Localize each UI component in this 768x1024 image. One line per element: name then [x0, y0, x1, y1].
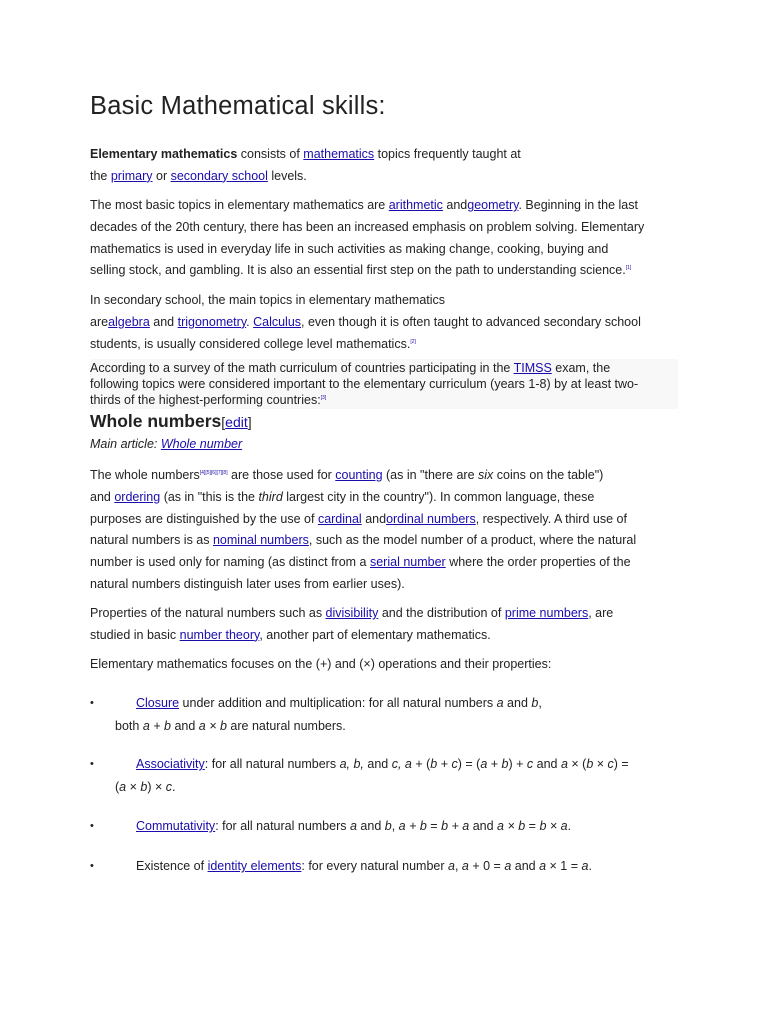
list-item-identity-elements: • Existence of identity elements: for every natural number a, a + 0 = a and a × 1 = a. — [90, 855, 680, 878]
link-geometry[interactable]: geometry — [467, 198, 519, 212]
main-article-note: Main article: Whole number — [90, 437, 243, 451]
link-counting[interactable]: counting — [335, 468, 383, 482]
link-prime-numbers[interactable]: prime numbers — [504, 606, 589, 620]
link-nominal-numbers[interactable]: nominal numbers — [212, 533, 309, 548]
list-item-commutativity: • Commutativity: for all natural numbers a and b, a + b = b + a and a × b = b × a. — [90, 815, 680, 838]
link-identity-elements[interactable]: identity elements — [207, 859, 302, 873]
bullet-dot: • — [90, 820, 94, 832]
link-number-theory[interactable]: number theory — [179, 627, 260, 642]
section-heading-whole-numbers: Whole numbers[edit] — [90, 411, 252, 431]
list-item-associativity: • Associativity: for all natural numbers a, b, and c, a + (b + c) = (a + b) + c and a × (b × c) = (a × b) × c. — [90, 753, 680, 798]
edit-link[interactable]: edit — [225, 414, 248, 430]
paragraph-whole-numbers: The whole numbers[4][5][6][7][8] are those used for counting (as in "there are six coins on the table") and ordering (as in "this is the third largest city in the country"). In common language, these purposes are distinguished by the use of cardinal andordinal numbers, respectively. A third use of natural numbers is as nominal numbers, such as the model number of a product, where the natural number is used only for naming (as distinct from a serial number where the order properties of the natural numbers distinguish later uses from earlier uses). — [90, 468, 637, 591]
list-item-closure: • Closure under addition and multiplication: for all natural numbers a and b, both a + b and a × b are natural numbers. — [90, 692, 680, 737]
link-arithmetic[interactable]: arithmetic — [388, 198, 443, 212]
link-trigonometry[interactable]: trigonometry — [177, 314, 247, 329]
paragraph-timss: According to a survey of the math curriculum of countries participating in the TIMSS exam, the following topics were considered important to the elementary curriculum (years 1-8) by at least two- thirds of the highest-performing countries:[3] — [90, 359, 678, 409]
link-ordinal-numbers[interactable]: ordinal numbers — [386, 511, 476, 526]
link-divisibility[interactable]: divisibility — [325, 606, 379, 620]
page-title: Basic Mathematical skills: — [90, 92, 386, 120]
link-associativity[interactable]: Associativity — [136, 757, 205, 771]
citation-refs[interactable]: [4][5][6][7][8] — [199, 470, 228, 476]
link-whole-number[interactable]: Whole number — [160, 437, 243, 451]
citation-ref[interactable]: [1] — [625, 265, 632, 272]
paragraph-properties: Properties of the natural numbers such as divisibility and the distribution of prime numbers, are studied in basic number theory, another part of elementary mathematics. — [90, 606, 614, 642]
bullet-dot: • — [90, 697, 94, 709]
paragraph-operations: Elementary mathematics focuses on the (+) and (×) operations and their properties: — [90, 657, 552, 671]
link-calculus[interactable]: Calculus — [253, 314, 302, 329]
link-mathematics[interactable]: mathematics — [303, 147, 375, 161]
link-primary[interactable]: primary — [110, 168, 153, 183]
citation-ref[interactable]: [2] — [410, 338, 416, 345]
link-closure[interactable]: Closure — [136, 696, 180, 710]
link-timss[interactable]: TIMSS — [513, 361, 552, 375]
citation-ref[interactable]: [3] — [320, 395, 327, 401]
link-cardinal[interactable]: cardinal — [317, 511, 362, 526]
link-serial-number[interactable]: serial number — [369, 555, 446, 570]
link-ordering[interactable]: ordering — [114, 489, 161, 504]
paragraph-secondary: In secondary school, the main topics in elementary mathematics arealgebra and trigonometry. Calculus, even though it is often taught to advanced secondary school students, is usually considered college level mathematics.[2] — [90, 293, 641, 351]
link-algebra[interactable]: algebra — [108, 314, 150, 329]
bullet-dot: • — [90, 758, 94, 770]
intro-paragraph: Elementary mathematics consists of mathematics topics frequently taught at the primary or secondary school levels. — [90, 147, 521, 183]
bullet-dot: • — [90, 860, 94, 872]
paragraph-basic-topics: The most basic topics in elementary mathematics are arithmetic andgeometry. Beginning in the last decades of the 20th century, there has been an increased emphasis on problem solving. Elementary mathematics is used in everyday life in such activities as making change, cooking, buying and selling stock, and gambling. It is also an essential first step on the path to understanding science.[1] — [90, 198, 645, 278]
link-secondary-school[interactable]: secondary school — [170, 168, 268, 183]
link-commutativity[interactable]: Commutativity — [136, 819, 216, 833]
term-bold: Elementary mathematics — [90, 147, 238, 161]
